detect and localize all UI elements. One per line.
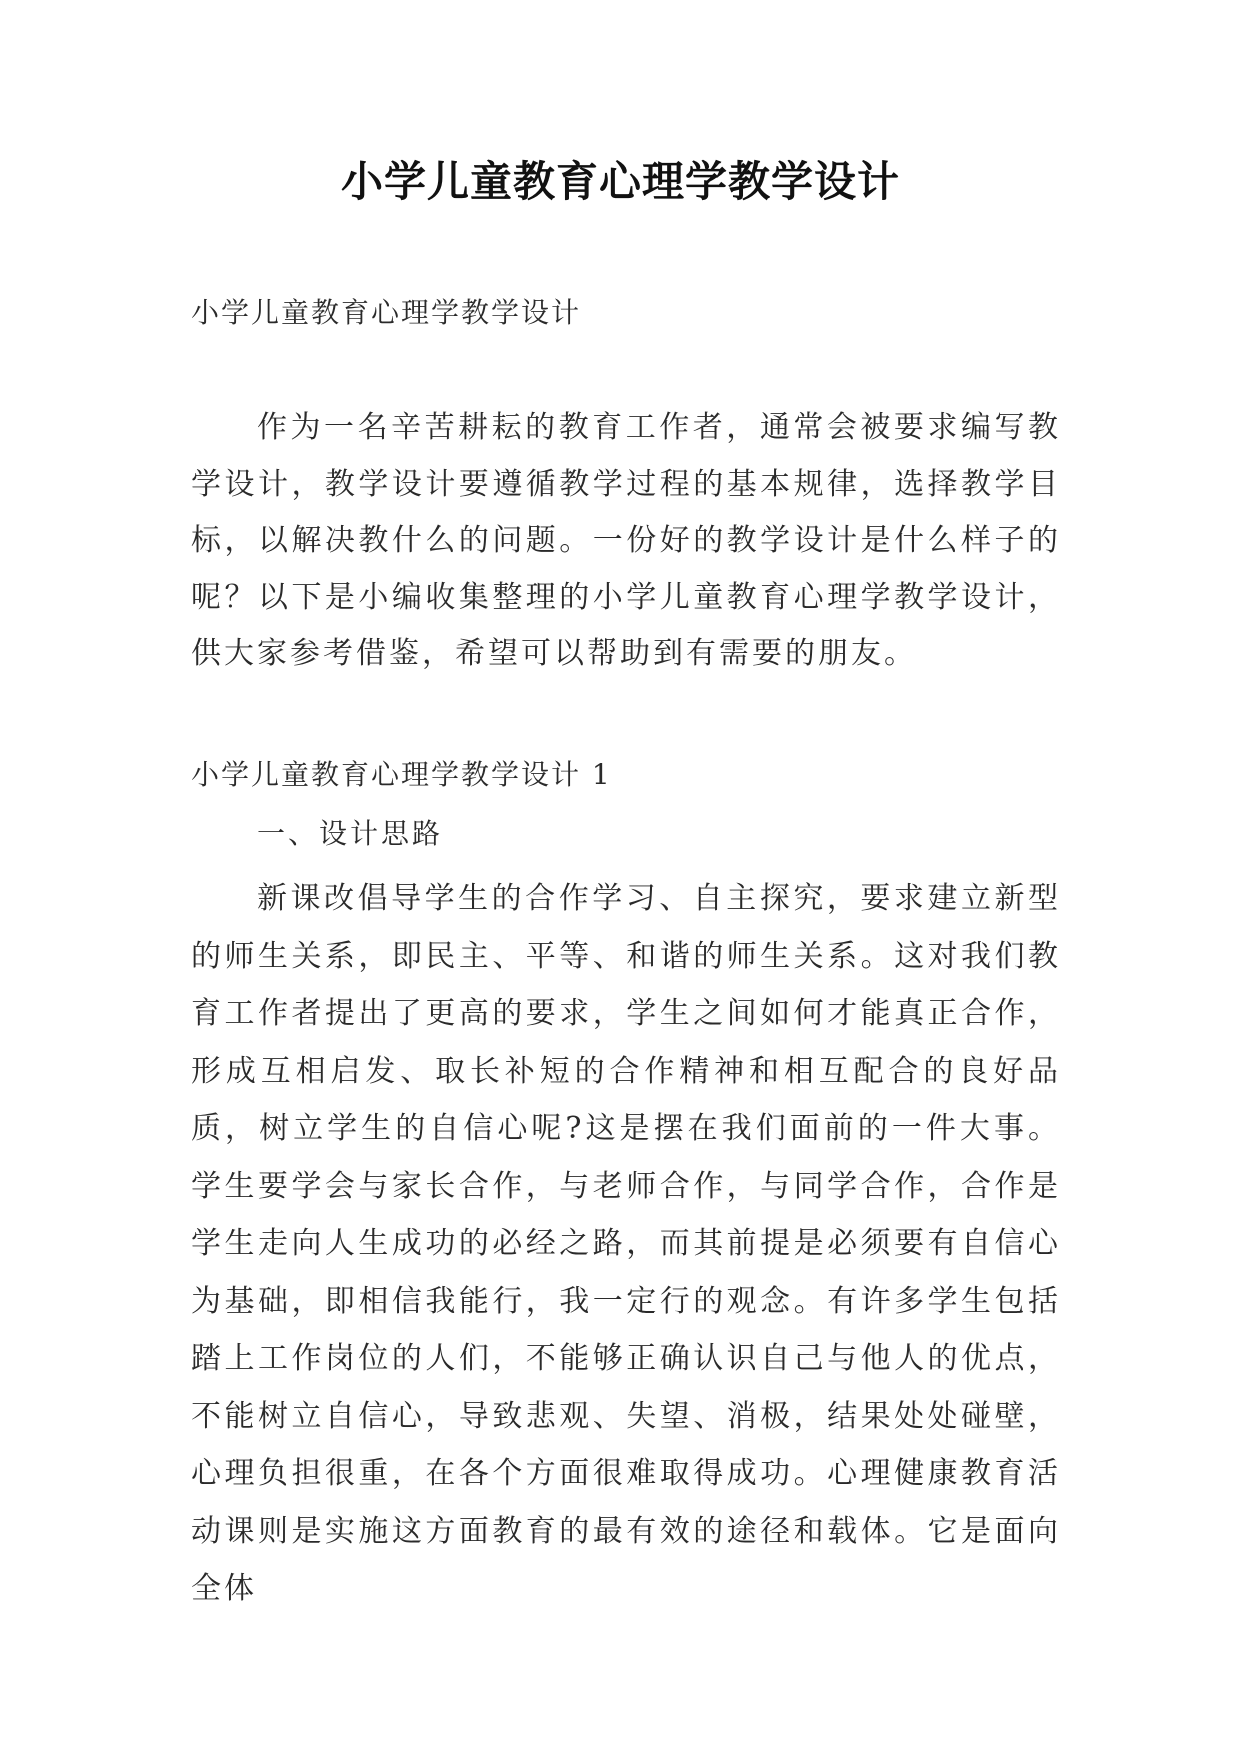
document-title: 小学儿童教育心理学教学设计 xyxy=(340,157,900,206)
section-heading-design-idea: 一、设计思路 xyxy=(257,817,444,850)
design-paragraph: 新课改倡导学生的合作学习、自主探究，要求建立新型的师生关系，即民主、平等、和谐的师生关系。这对我们教育工作者提出了更高的要求，学生之间如何才能真正合作，形成互相启发、取长补短的合作精神和相互配合的良好品质，树立学生的自信心呢?这是摆在我们面前的一件大事。学生要学会与家长合作，与老师合作，与同学合作，合作是学生走向人生成功的必经之路，而其前提是必须要有自信心为基础，即相信我能行，我一定行的观念。有许多学生包括踏上工作岗位的人们，不能够正确认识自己与他人的优点，不能树立自信心，导致悲观、失望、消极，结果处处碰壁，心理负担很重，在各个方面很难取得成功。心理健康教育活动课则是实施这方面教育的最有效的途径和载体。它是面向全体 xyxy=(191,881,1061,1606)
section-title: 小学儿童教育心理学教学设计 1 xyxy=(191,758,612,791)
document-subtitle: 小学儿童教育心理学教学设计 xyxy=(191,296,582,329)
intro-paragraph: 作为一名辛苦耕耘的教育工作者，通常会被要求编写教学设计，教学设计要遵循教学过程的基本规律，选择教学目标，以解决教什么的问题。一份好的教学设计是什么样子的呢？以下是小编收集整理的小学儿童教育心理学教学设计，供大家参考借鉴，希望可以帮助到有需要的朋友。 xyxy=(191,410,1061,671)
